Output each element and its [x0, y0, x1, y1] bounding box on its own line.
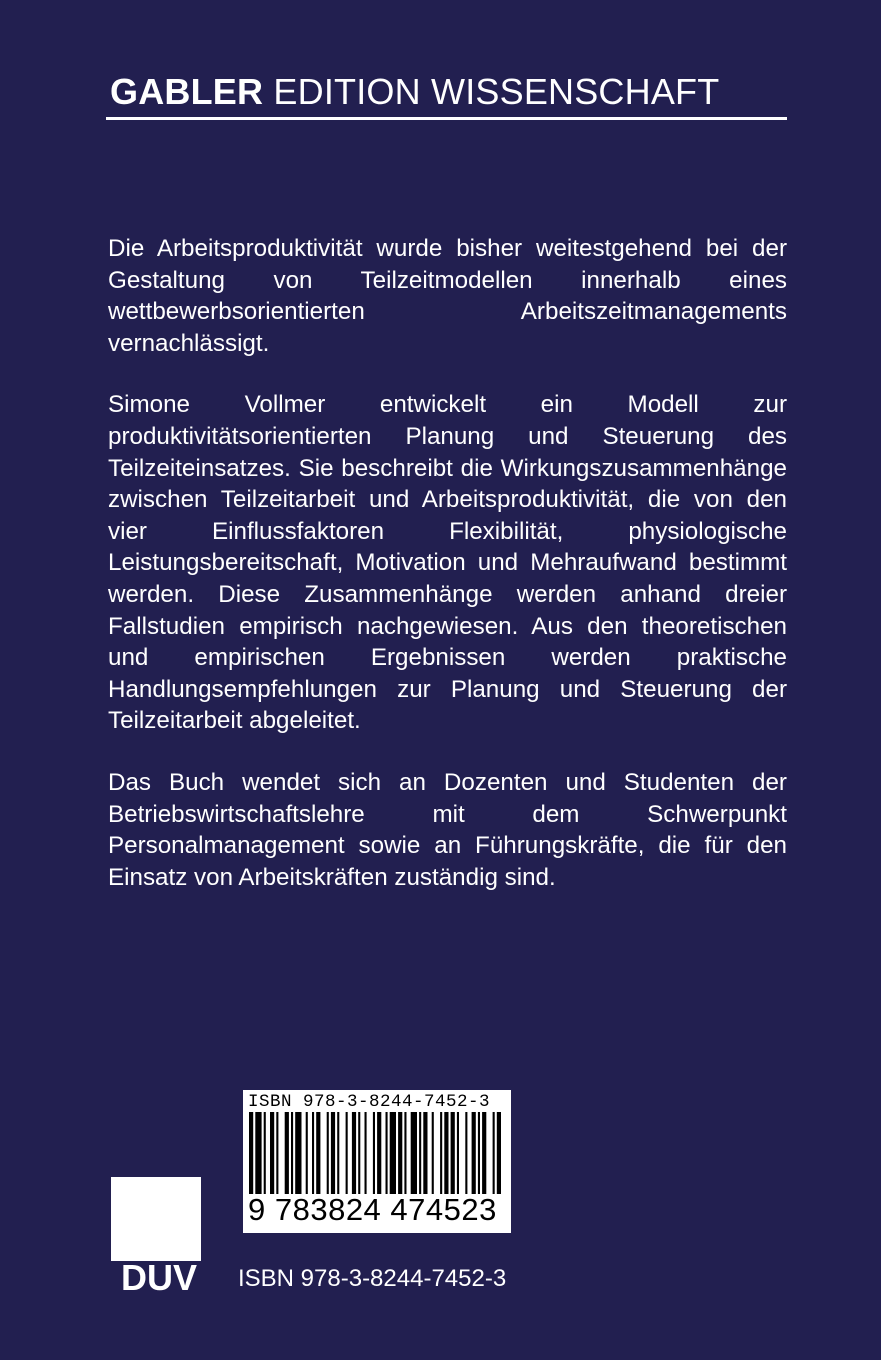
barcode-icon [243, 1112, 511, 1194]
book-description [108, 233, 787, 923]
duv-logo-text: DUV [120, 1257, 198, 1294]
footer-isbn: ISBN 978-3-8244-7452-3 [238, 1265, 507, 1292]
description-paragraph-3: Das Buch wendet sich an Dozenten und Studenten der Betriebswirtschaftslehre mit dem Schwerpunkt Personalmanagement sowie an Führungskräfte, die für den Einsatz von Arbeitskräften zuständig sind. [108, 768, 787, 891]
series-title [110, 70, 719, 114]
series-brand: GABLER [110, 71, 264, 112]
description-paragraph-2: Simone Vollmer entwickelt ein Modell zur produktivitätsorientierten Planung und Steuerung des Teilzeiteinsatzes. Sie beschreibt die Wirkungszusammenhänge zwischen Teilzeitarbeit und Arbeitsproduktivität, die von den vier Einflussfaktoren Flexibilität, physiologische Leistungsbereitschaft, Motivation und Mehraufwand bestimmt werden. Diese Zusammenhänge werden anhand dreier Fallstudien empirisch nachgewiesen. Aus den theoretischen und empirischen Ergebnissen werden praktische Handlungsempfehlungen zur Planung und Steuerung der Teilzeitarbeit abgeleitet. [108, 391, 787, 735]
isbn-barcode [243, 1090, 511, 1233]
series-edition: EDITION WISSENSCHAFT [273, 71, 720, 112]
header-rule [106, 117, 787, 120]
barcode-digits: 9 783824 474523 [248, 1192, 497, 1227]
barcode-isbn-label: ISBN 978-3-8244-7452-3 [248, 1092, 491, 1112]
duv-logo-icon [111, 1177, 207, 1294]
description-paragraph-1: Die Arbeitsproduktivität wurde bisher weitestgehend bei der Gestaltung von Teilzeitmodellen innerhalb eines wettbewerbsorientierten Arbeitszeitmanagements vernachlässigt. [108, 235, 787, 357]
